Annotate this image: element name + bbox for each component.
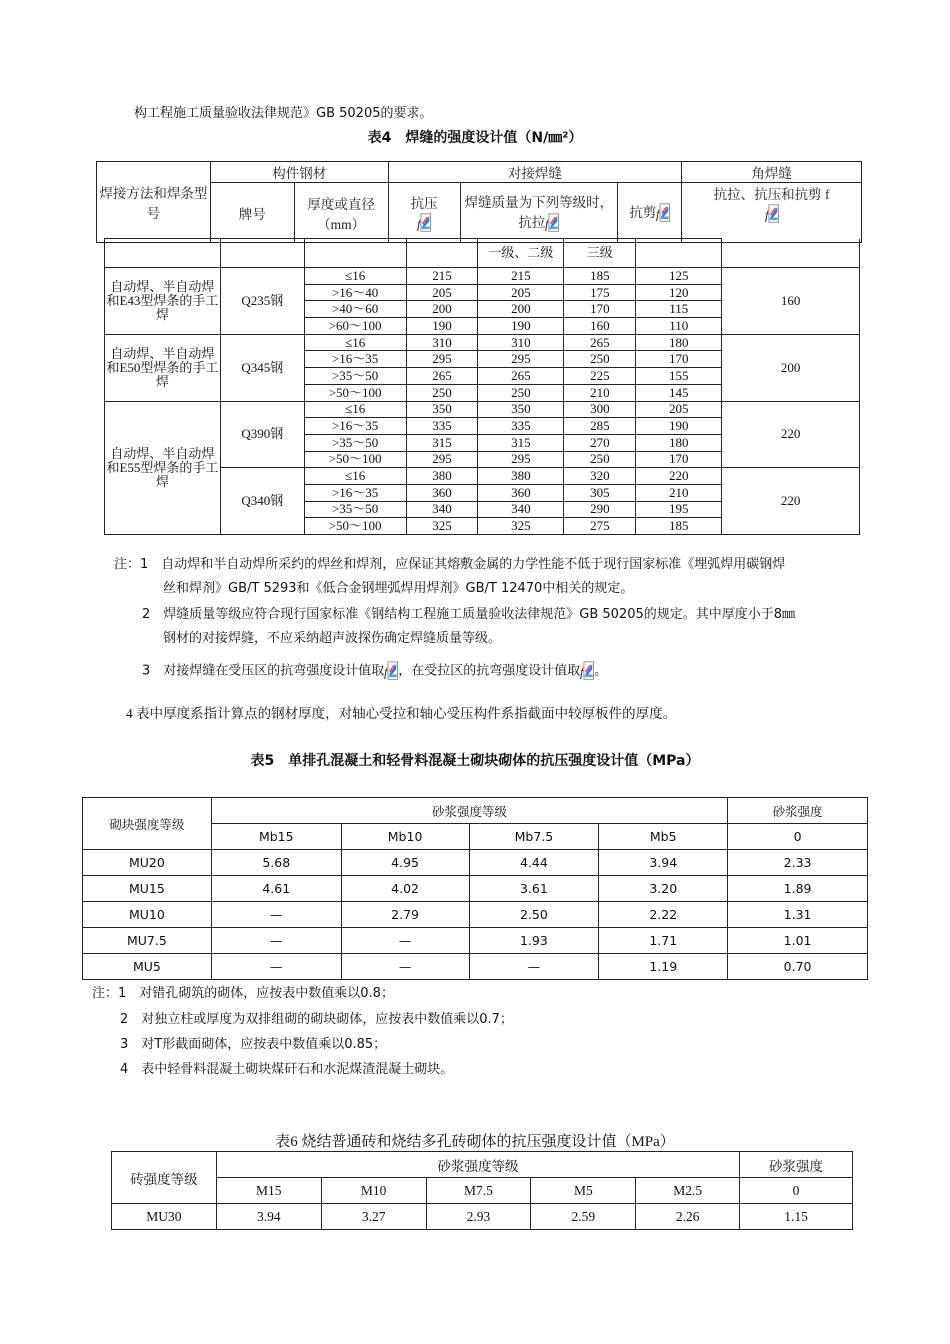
header-fillet-sub-label: 抗拉、抗压和抗剪 f (713, 187, 830, 202)
col-header: M10 (321, 1178, 426, 1204)
fillet-cell: 220 (722, 468, 860, 535)
header-strength: 砂浆强度 (728, 798, 868, 824)
header-comp (388, 183, 460, 243)
header-grade: 牌号 (210, 183, 294, 243)
value-cell: 215 (478, 268, 564, 285)
table5-title: 表5 单排孔混凝土和轻骨料混凝土砌块砌体的抗压强度设计值（MPa） (250, 753, 700, 769)
blank-cell (304, 239, 406, 268)
value-cell: 170 (636, 451, 722, 468)
header-quality (460, 183, 618, 243)
table6-title: 表6 烧结普通砖和烧结多孔砖砌体的抗压强度设计值（MPa） (275, 1134, 675, 1150)
thickness-cell: >16～40 (304, 284, 406, 301)
value-cell: 250 (564, 451, 636, 468)
value-cell: 3.61 (469, 876, 599, 902)
value-cell: 1.15 (740, 1204, 853, 1230)
thickness-cell: ≤16 (304, 268, 406, 285)
value-cell: 265 (564, 334, 636, 351)
note3-part1: 3 对接焊缝在受压区的抗弯强度设计值取 (142, 663, 385, 679)
value-cell: 310 (406, 334, 478, 351)
header-mortar: 砂浆强度等级 (216, 1152, 739, 1178)
value-cell: 175 (564, 284, 636, 301)
value-cell: 335 (478, 418, 564, 435)
header-comp-label: 抗压 (410, 195, 438, 211)
value-cell: 180 (636, 334, 722, 351)
value-cell: 190 (636, 418, 722, 435)
value-cell: 2.59 (531, 1204, 636, 1230)
row-label: MU7.5 (83, 928, 212, 954)
value-cell: 5.68 (211, 850, 341, 876)
value-cell: 350 (478, 401, 564, 418)
value-cell: 205 (406, 284, 478, 301)
intro-text: 构工程施工质量验收法律规范》GB 50205的要求。 (134, 106, 433, 121)
table4-header (96, 161, 862, 243)
blank-cell (105, 239, 221, 268)
table5-note-1: 注：1 对错孔砌筑的砌体，应按表中数值乘以0.8； (92, 986, 394, 1001)
grade-cell: Q235钢 (220, 268, 304, 335)
col-header: M5 (531, 1178, 636, 1204)
value-cell: — (341, 954, 469, 980)
value-cell: 270 (564, 434, 636, 451)
value-cell: 190 (478, 318, 564, 335)
blank-cell (722, 239, 860, 268)
value-cell: 170 (564, 301, 636, 318)
thickness-cell: ≤16 (304, 401, 406, 418)
value-cell: 4.61 (211, 876, 341, 902)
value-cell: 2.79 (341, 902, 469, 928)
grade-cell: Q390钢 (220, 401, 304, 468)
value-cell: — (469, 954, 599, 980)
value-cell: 300 (564, 401, 636, 418)
thickness-cell: >16～35 (304, 484, 406, 501)
value-cell: 220 (636, 468, 722, 485)
value-cell: 325 (478, 518, 564, 535)
value-cell: 4.95 (341, 850, 469, 876)
value-cell: 200 (406, 301, 478, 318)
value-cell: 205 (636, 401, 722, 418)
value-cell: 340 (478, 501, 564, 518)
value-cell: 360 (406, 484, 478, 501)
value-cell: 285 (564, 418, 636, 435)
blank-cell (636, 239, 722, 268)
thickness-cell: >35～50 (304, 501, 406, 518)
value-cell: 195 (636, 501, 722, 518)
value-cell: 290 (564, 501, 636, 518)
value-cell: 200 (478, 301, 564, 318)
col-header: Mb7.5 (469, 824, 599, 850)
header-method: 焊接方法和焊条型号 (97, 162, 211, 243)
thickness-cell: >35～50 (304, 368, 406, 385)
table4-note-1b: 丝和焊剂》GB/T 5293和《低合金钢埋弧焊用焊剂》GB/T 12470中相关的规定。 (163, 581, 634, 596)
formula-image-icon (765, 203, 779, 225)
thickness-cell: ≤16 (304, 468, 406, 485)
col-header: M15 (216, 1178, 321, 1204)
value-cell: 250 (564, 351, 636, 368)
col-header: Mb5 (599, 824, 728, 850)
blank-cell (406, 239, 478, 268)
formula-image-icon (417, 212, 431, 234)
formula-image-icon (384, 660, 398, 682)
value-cell: 350 (406, 401, 478, 418)
value-cell: 360 (478, 484, 564, 501)
header-thickness: 厚度或直径（mm） (294, 183, 388, 243)
col-header: 0 (728, 824, 868, 850)
row-label: MU5 (83, 954, 212, 980)
value-cell: 295 (478, 451, 564, 468)
value-cell: 340 (406, 501, 478, 518)
value-cell: 215 (406, 268, 478, 285)
value-cell: 3.20 (599, 876, 728, 902)
thickness-cell: >35～50 (304, 434, 406, 451)
value-cell: 185 (564, 268, 636, 285)
col-header: M2.5 (636, 1178, 740, 1204)
value-cell: 4.44 (469, 850, 599, 876)
header-q3: 三级 (564, 239, 636, 268)
value-cell: 335 (406, 418, 478, 435)
value-cell: 3.94 (599, 850, 728, 876)
header-mortar: 砂浆强度等级 (211, 798, 727, 824)
value-cell: 380 (406, 468, 478, 485)
thickness-cell: ≤16 (304, 334, 406, 351)
value-cell: 3.27 (321, 1204, 426, 1230)
value-cell: 2.50 (469, 902, 599, 928)
value-cell: — (211, 954, 341, 980)
col-header: M7.5 (426, 1178, 531, 1204)
row-label: MU10 (83, 902, 212, 928)
value-cell: 110 (636, 318, 722, 335)
header-shear (618, 183, 682, 243)
value-cell: 185 (636, 518, 722, 535)
value-cell: — (341, 928, 469, 954)
fillet-cell: 220 (722, 401, 860, 468)
thickness-cell: >40～60 (304, 301, 406, 318)
row-label: MU30 (112, 1204, 217, 1230)
value-cell: 0.70 (728, 954, 868, 980)
row-label: MU20 (83, 850, 212, 876)
thickness-cell: >60～100 (304, 318, 406, 335)
table4-title: 表4 焊缝的强度设计值（N/㎜²） (367, 130, 583, 146)
value-cell: 315 (406, 434, 478, 451)
value-cell: 1.19 (599, 954, 728, 980)
table5 (82, 797, 868, 980)
value-cell: 115 (636, 301, 722, 318)
table4-note-2b: 钢材的对接焊缝，不应采纳超声波探伤确定焊缝质量等级。 (163, 631, 502, 646)
value-cell: 1.89 (728, 876, 868, 902)
value-cell: 265 (406, 368, 478, 385)
thickness-cell: >50～100 (304, 451, 406, 468)
value-cell: 295 (478, 351, 564, 368)
value-cell: 170 (636, 351, 722, 368)
value-cell: 4.02 (341, 876, 469, 902)
method-cell: 自动焊、半自动焊和E55型焊条的手工焊 (105, 401, 221, 535)
value-cell: 145 (636, 384, 722, 401)
thickness-cell: >16～35 (304, 351, 406, 368)
table4-note-3 (142, 660, 607, 683)
value-cell: 1.31 (728, 902, 868, 928)
value-cell: 190 (406, 318, 478, 335)
table5-note-4: 4 表中轻骨料混凝土砌块煤矸石和水泥煤渣混凝土砌块。 (120, 1062, 454, 1077)
grade-cell: Q340钢 (220, 468, 304, 535)
note3-part2: ，在受拉区的抗弯强度设计值取 (398, 663, 581, 679)
method-cell: 自动焊、半自动焊和E43型焊条的手工焊 (105, 268, 221, 335)
header-shear-label: 抗剪 (629, 204, 657, 220)
fillet-cell: 200 (722, 334, 860, 401)
table4-note-1a: 注：1 自动焊和半自动焊所采约的焊丝和焊剂，应保证其熔敷金属的力学性能不低于现行国家标准《埋弧焊用碳钢焊 (114, 557, 786, 572)
value-cell: 160 (564, 318, 636, 335)
value-cell: 265 (478, 368, 564, 385)
header-butt: 对接焊缝 (388, 162, 682, 183)
value-cell: 250 (478, 384, 564, 401)
formula-image-icon (656, 202, 670, 224)
fillet-cell: 160 (722, 268, 860, 335)
value-cell: 2.93 (426, 1204, 531, 1230)
col-header: Mb10 (341, 824, 469, 850)
value-cell: 380 (478, 468, 564, 485)
value-cell: 120 (636, 284, 722, 301)
value-cell: 180 (636, 434, 722, 451)
value-cell: 125 (636, 268, 722, 285)
value-cell: 250 (406, 384, 478, 401)
table4-body (104, 238, 860, 535)
value-cell: 1.93 (469, 928, 599, 954)
grade-cell: Q345钢 (220, 334, 304, 401)
value-cell: 2.33 (728, 850, 868, 876)
col-header: Mb15 (211, 824, 341, 850)
value-cell: 1.71 (599, 928, 728, 954)
value-cell: 295 (406, 451, 478, 468)
value-cell: 295 (406, 351, 478, 368)
value-cell: 320 (564, 468, 636, 485)
value-cell: 210 (636, 484, 722, 501)
formula-image-icon (580, 660, 594, 682)
value-cell: 210 (564, 384, 636, 401)
thickness-cell: >16～35 (304, 418, 406, 435)
value-cell: 315 (478, 434, 564, 451)
value-cell: 225 (564, 368, 636, 385)
col-header: 0 (740, 1178, 853, 1204)
value-cell: 3.94 (216, 1204, 321, 1230)
value-cell: 275 (564, 518, 636, 535)
table4-note-4: 4 表中厚度系指计算点的钢材厚度，对轴心受拉和轴心受压构件系指截面中较厚板件的厚度。 (126, 706, 677, 721)
method-cell: 自动焊、半自动焊和E50型焊条的手工焊 (105, 334, 221, 401)
table5-note-3: 3 对T形截面砌体，应按表中数值乘以0.85； (120, 1037, 387, 1052)
value-cell: 205 (478, 284, 564, 301)
table4-note-2a: 2 焊缝质量等级应符合现行国家标准《钢结构工程施工质量验收法律规范》GB 50205的规定。其中厚度小于8㎜ (142, 607, 796, 622)
note3-part3: 。 (594, 663, 608, 679)
header-fillet-sub (682, 183, 862, 243)
table6 (111, 1151, 853, 1230)
header-strength: 砂浆强度 (740, 1152, 853, 1178)
header-q1: 一级、二级 (478, 239, 564, 268)
header-member: 构件钢材 (210, 162, 388, 183)
value-cell: 2.26 (636, 1204, 740, 1230)
value-cell: 325 (406, 518, 478, 535)
header-brick: 砖强度等级 (112, 1152, 217, 1204)
thickness-cell: >50～100 (304, 384, 406, 401)
thickness-cell: >50～100 (304, 518, 406, 535)
blank-cell (220, 239, 304, 268)
formula-image-icon (545, 212, 559, 234)
header-block: 砌块强度等级 (83, 798, 212, 850)
header-quality-label: 焊缝质量为下列等级时，抗拉 (464, 194, 614, 230)
value-cell: 310 (478, 334, 564, 351)
value-cell: 1.01 (728, 928, 868, 954)
value-cell: — (211, 928, 341, 954)
value-cell: 305 (564, 484, 636, 501)
value-cell: 155 (636, 368, 722, 385)
row-label: MU15 (83, 876, 212, 902)
header-fillet: 角焊缝 (682, 162, 862, 183)
value-cell: — (211, 902, 341, 928)
value-cell: 2.22 (599, 902, 728, 928)
table5-note-2: 2 对独立柱或厚度为双排组砌的砌块砌体，应按表中数值乘以0.7； (120, 1012, 513, 1027)
